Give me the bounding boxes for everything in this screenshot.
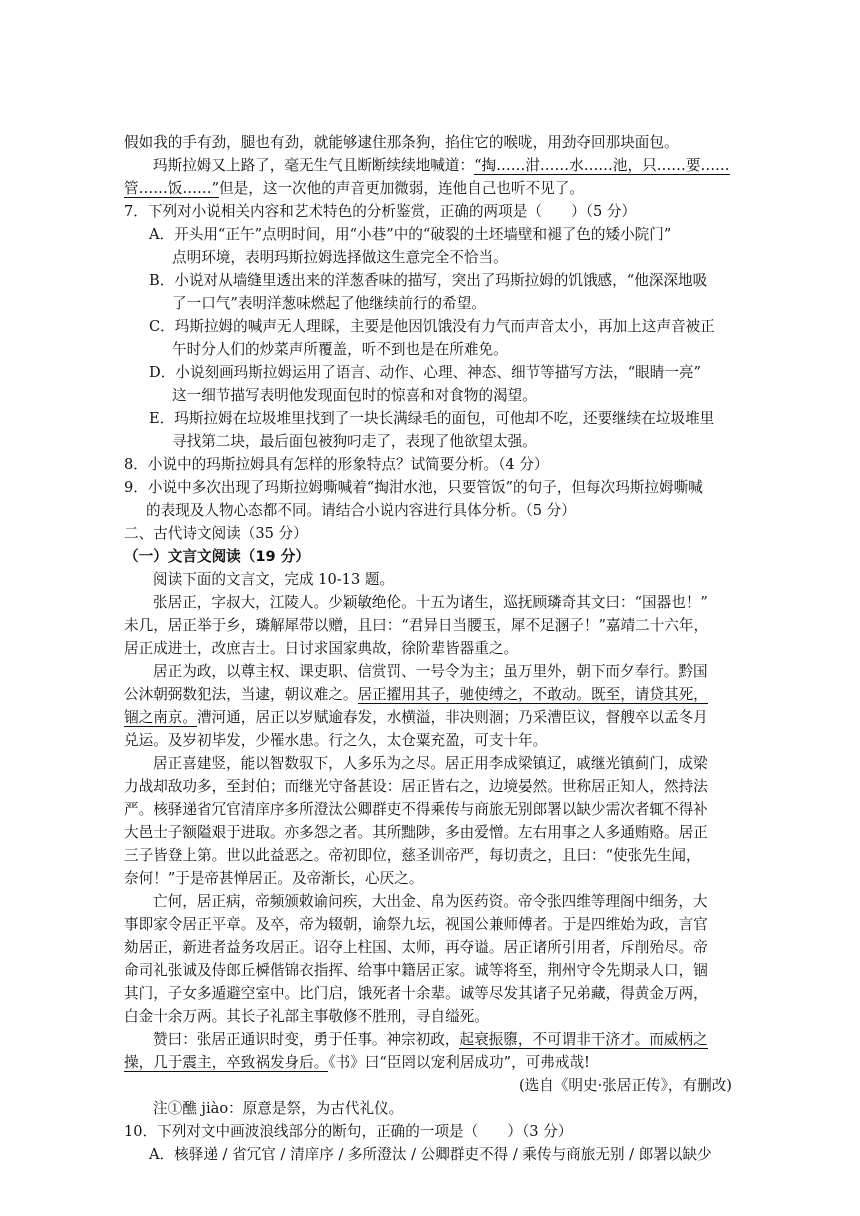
q7-option-b-cont: 了一口气”表明洋葱味燃起了他继续前行的希望。 bbox=[172, 295, 486, 312]
story-tail-text: 但是，这一次他的声音更加微弱，连他自己也听不见了。 bbox=[219, 180, 584, 197]
underlined-sentence: 锢之南京。 bbox=[124, 709, 197, 726]
passage-line: 三子皆登上第。世以此益恶之。帝初即位，慈圣训帝严，每切责之，且曰：“使张先生闻， bbox=[124, 847, 701, 864]
q7-option-a-cont: 点明环境，表明玛斯拉姆选择做这生意完全不恰当。 bbox=[172, 249, 508, 266]
passage-line bbox=[124, 1052, 590, 1074]
question-9-cont: 的表现及人物心态都不同。请结合小说内容进行具体分析。（5 分） bbox=[146, 502, 576, 519]
q7-option-c-cont: 午时分人们的炒菜声所覆盖，听不到也是在所难免。 bbox=[172, 341, 508, 358]
passage-text: 公沐朝弼数犯法，当逮，朝议难之。 bbox=[124, 686, 358, 703]
passage-line: 奈何！”于是帝甚惮居正。及帝渐长，心厌之。 bbox=[124, 870, 424, 887]
passage-line: 白金十余万两。其长子礼部主事敬修不胜刑，寻自缢死。 bbox=[124, 1008, 489, 1025]
section-heading: 二、古代诗文阅读（35 分） bbox=[124, 525, 308, 542]
passage-line: 未几，居正举于乡，璘解犀带以赠，且曰：“君异日当腰玉，犀不足溷子！”嘉靖二十六年， bbox=[124, 617, 709, 634]
passage-text: 《书》曰“臣罔以宠利居成功”，可弗戒哉! bbox=[328, 1054, 590, 1071]
story-tail-line: 假如我的手有劲，腿也有劲，就能够逮住那条狗，掐住它的喉咙，用劲夺回那块面包。 bbox=[124, 134, 679, 151]
passage-line: 兑运。及岁初毕发，少罹水患。行之久，太仓粟充盈，可支十年。 bbox=[124, 732, 548, 749]
passage-line: 亡何，居正病，帝频颁敕谕问疾，大出金、帛为医药资。帝令张四维等理阁中细务，大 bbox=[153, 893, 708, 910]
q7-option-e: E．玛斯拉姆在垃圾堆里找到了一块长满绿毛的面包，可他却不吃，还要继续在垃圾堆里 bbox=[149, 410, 715, 427]
story-tail-line bbox=[153, 155, 730, 177]
passage-line: 张居正，字叔大，江陵人。少颖敏绝伦。十五为诸生，巡抚顾璘奇其文曰：“国器也！” bbox=[153, 594, 708, 611]
underlined-sentence: 起衰振隳，不可谓非干济才。而威柄之 bbox=[459, 1031, 708, 1048]
passage-line: 大邑士子额隘艰于进取。亦多怨之者。其所黜陟，多由爱憎。左右用事之人多通贿赂。居正 bbox=[124, 824, 708, 841]
q7-option-d: D．小说刻画玛斯拉姆运用了语言、动作、心理、神态、细节等描写方法，“眼睛一亮” bbox=[149, 364, 702, 381]
q10-option-a: A．核驿递 / 省冗官 / 清庠序 / 多所澄汰 / 公卿群吏不得 / 乘传与商旅无别 / 郎署以缺少 bbox=[149, 1146, 712, 1163]
passage-text: 赞曰：张居正通识时变，勇于任事。神宗初政， bbox=[153, 1031, 460, 1048]
passage-line: 居正为政，以尊主权、课吏职、信赏罚、一号令为主；虽万里外，朝下而夕奉行。黔国 bbox=[153, 663, 708, 680]
passage-line: 力战却敌功多，至封伯；而继光守备甚设：居正皆右之，边境晏然。世称居正知人，然持法 bbox=[124, 778, 708, 795]
source-citation: (选自《明史·张居正传》，有删改) bbox=[518, 1077, 732, 1094]
passage-line: 命司礼张诚及侍郎丘橓偕锦衣指挥、给事中籍居正家。诚等将至，荆州守令先期录人口，锢 bbox=[124, 962, 708, 979]
q7-option-a: A．开头用“正午”点明时间，用“小巷”中的“破裂的土坯墙壁和褪了色的矮小院门” bbox=[149, 226, 672, 243]
q7-option-e-cont: 寻找第二块，最后面包被狗叼走了，表现了他欲望太强。 bbox=[172, 433, 537, 450]
passage-line: 事即家令居正平章。及卒，帝为辍朝，谕祭九坛，视国公兼师傅者。于是四维始为政，言官 bbox=[124, 916, 708, 933]
question-9: 9．小说中多次出现了玛斯拉姆嘶喊着“掏泔水池，只要管饭”的句子，但每次玛斯拉姆嘶喊 bbox=[124, 479, 703, 496]
passage-line bbox=[153, 1029, 708, 1051]
underlined-cry: “掏……泔……水……池，只……要…… bbox=[474, 157, 730, 174]
passage-line: 严。核驿递省冗官清庠序多所澄汰公卿群吏不得乘传与商旅无别郎署以缺少需次者辄不得补 bbox=[124, 801, 708, 818]
question-10-stem: 10．下列对文中画波浪线部分的断句，正确的一项是（ ）（3 分） bbox=[124, 1123, 573, 1140]
underlined-sentence: 操，几于震主，卒致祸发身后。 bbox=[124, 1054, 329, 1071]
story-tail-text: 玛斯拉姆又上路了，毫无生气且断断续续地喊道： bbox=[153, 157, 475, 174]
question-7-stem: 7．下列对小说相关内容和艺术特色的分析鉴赏，正确的两项是（ ）（5 分） bbox=[124, 203, 637, 220]
underlined-sentence: 居正擢用其子，驰使缚之，不敢动。既至，请贷其死， bbox=[357, 686, 708, 703]
q7-option-b: B．小说对从墙缝里透出来的洋葱香味的描写，突出了玛斯拉姆的饥饿感，“他深深地吸 bbox=[149, 272, 708, 289]
passage-text: 漕河通，居正以岁赋逾春发，水横溢，非决则涸；乃采漕臣议，督艘卒以孟冬月 bbox=[196, 709, 708, 726]
subsection-heading: （一）文言文阅读（19 分） bbox=[124, 548, 310, 565]
passage-line: 其门，子女多遁避空室中。比门启，饿死者十余辈。诚等尽发其诸子兄弟藏，得黄金万两， bbox=[124, 985, 708, 1002]
underlined-cry: 管……饭……” bbox=[124, 180, 220, 197]
reading-instruction: 阅读下面的文言文，完成 10-13 题。 bbox=[153, 571, 395, 588]
passage-line: 居正成进士，改庶吉士。日讨求国家典故，徐阶辈皆器重之。 bbox=[124, 640, 519, 657]
story-tail-line bbox=[124, 178, 584, 200]
passage-line bbox=[124, 684, 708, 706]
footnote: 注①醮 jiào：原意是祭，为古代礼仪。 bbox=[153, 1100, 404, 1117]
passage-line: 劾居正，新进者益务攻居正。诏夺上柱国、太师，再夺谥。居正诸所引用者，斥削殆尽。帝 bbox=[124, 939, 708, 956]
q7-option-c: C．玛斯拉姆的喊声无人理睬，主要是他因饥饿没有力气而声音太小，再加上这声音被正 bbox=[149, 318, 715, 335]
q7-option-d-cont: 这一细节描写表明他发现面包时的惊喜和对食物的渴望。 bbox=[172, 387, 537, 404]
question-8: 8．小说中的玛斯拉姆具有怎样的形象特点？试简要分析。（4 分） bbox=[124, 456, 549, 473]
passage-line: 居正喜建竖，能以智数驭下，人多乐为之尽。居正用李成梁镇辽，戚继光镇蓟门，成梁 bbox=[153, 755, 708, 772]
passage-line bbox=[124, 707, 708, 729]
